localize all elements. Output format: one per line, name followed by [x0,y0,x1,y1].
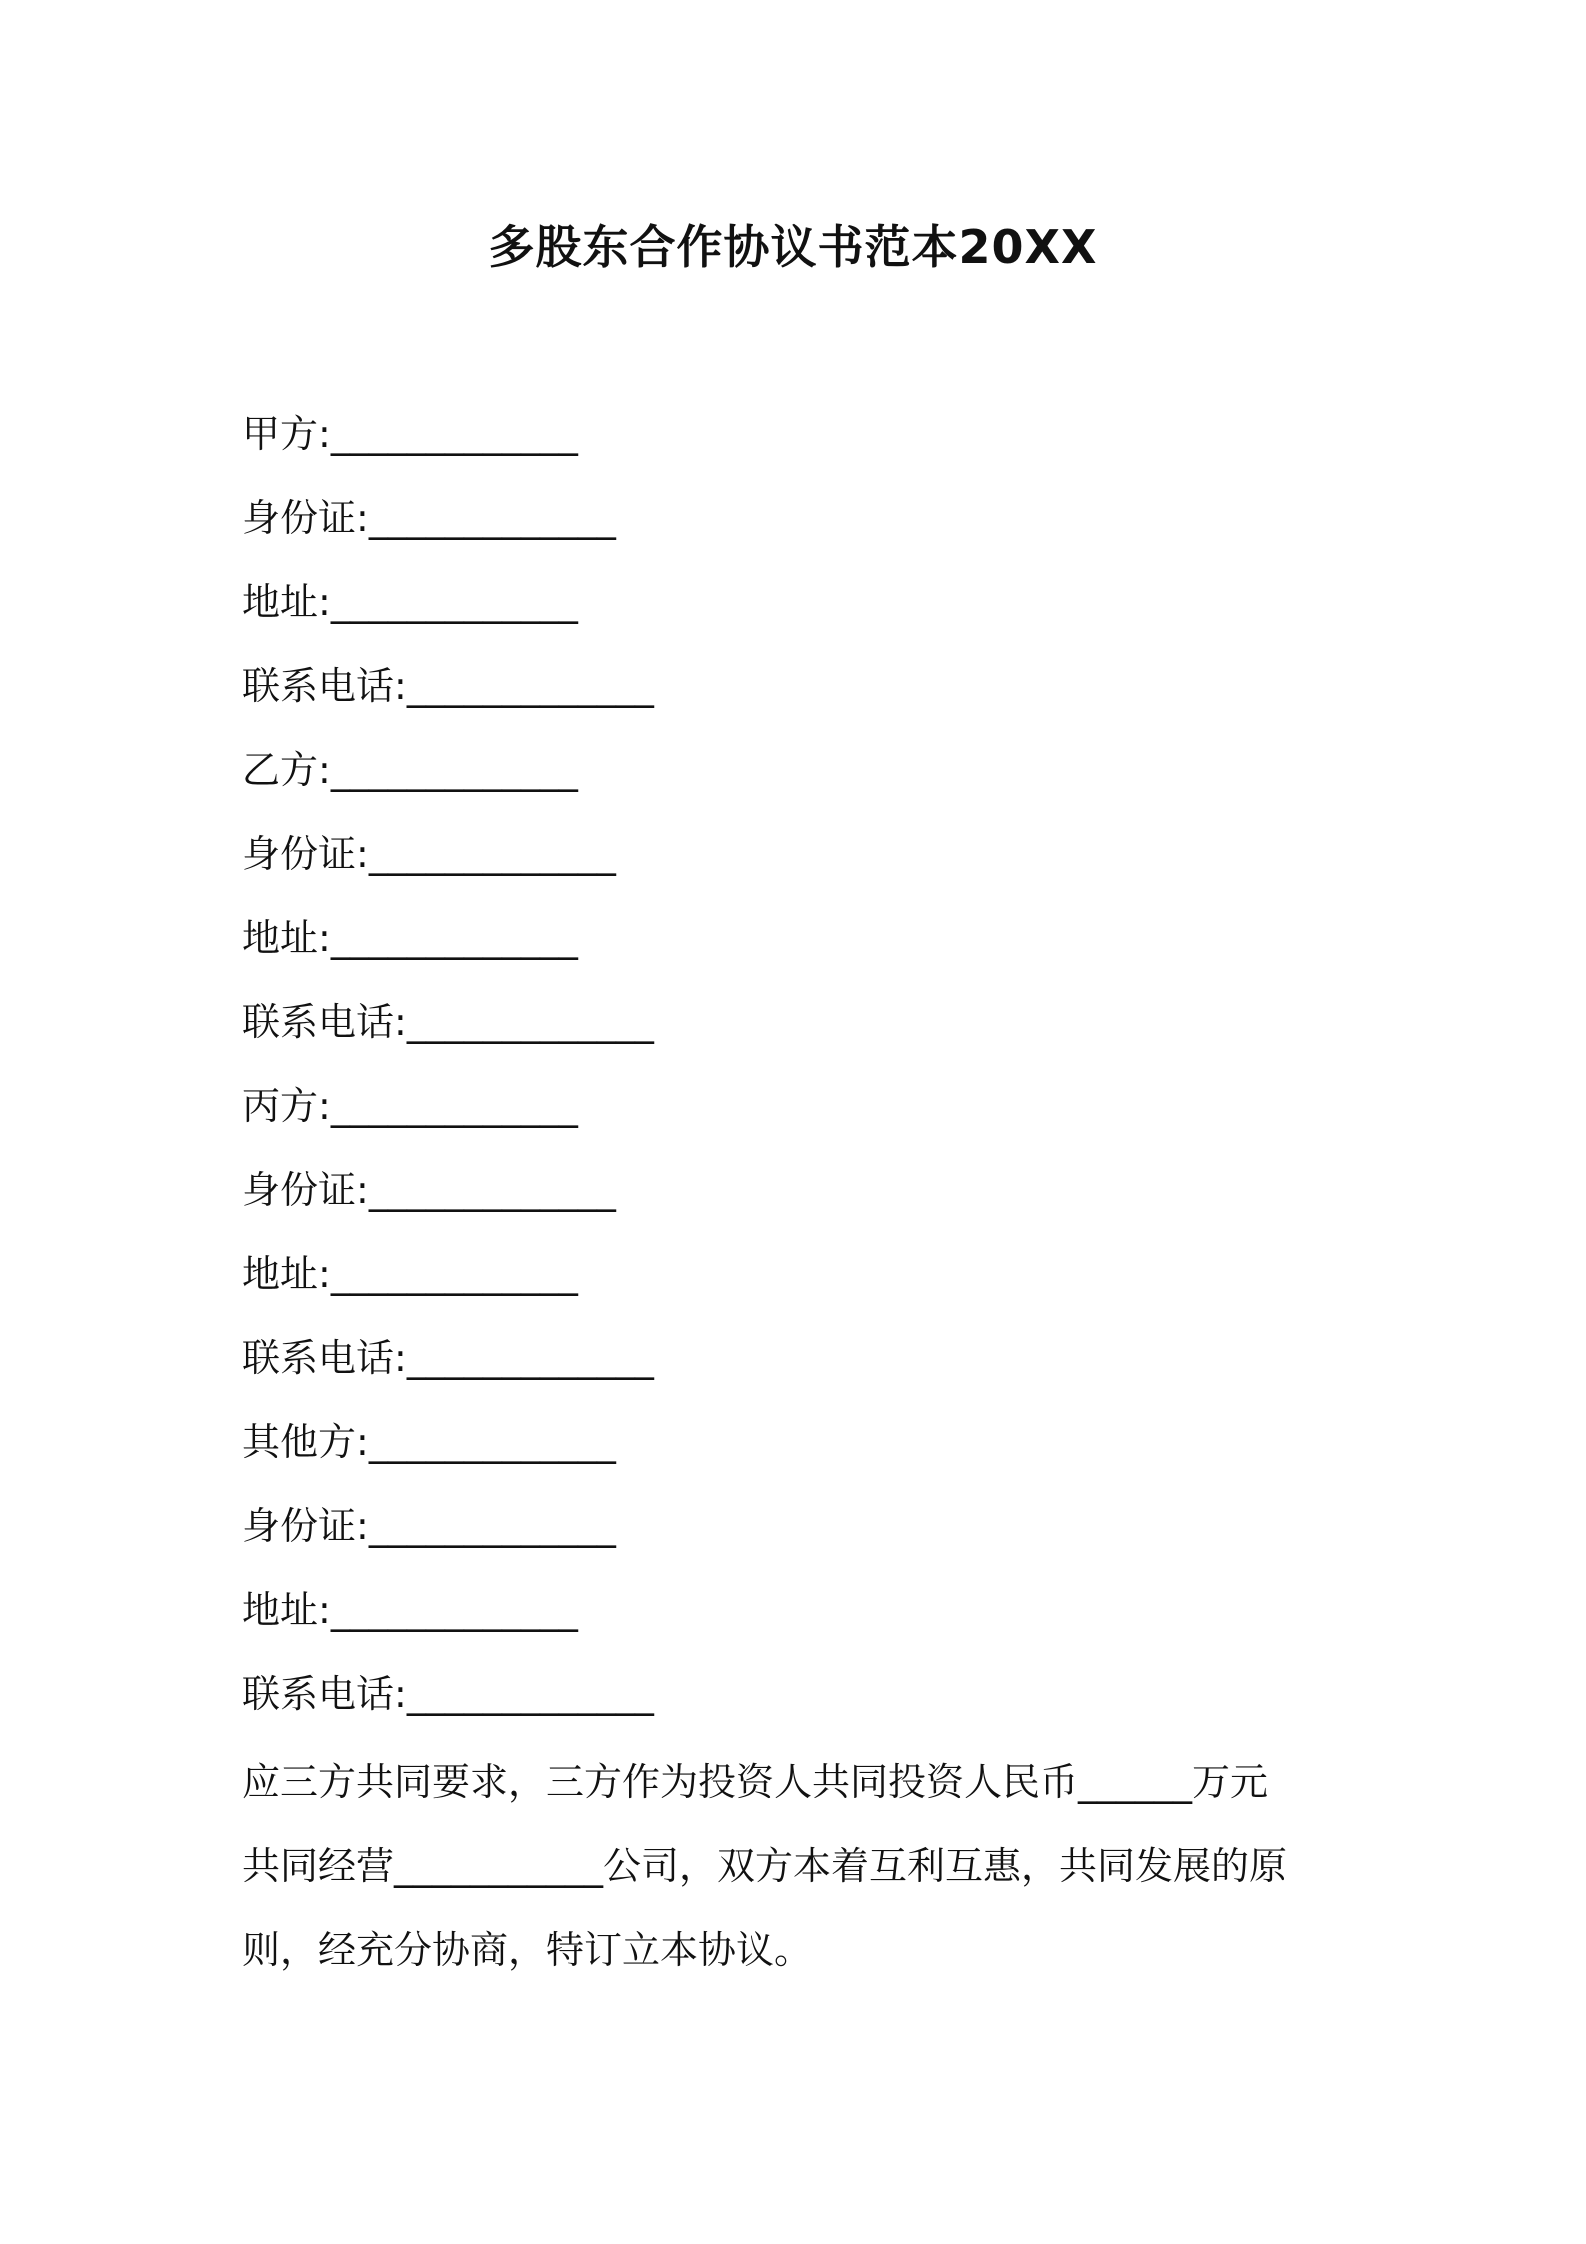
party-c-name-field [242,1076,1362,1160]
field-label: 联系电话: [242,664,407,708]
fill-in-blank: _____________ [330,1588,578,1632]
preamble-line: 则，经充分协商，特订立本协议。 [242,1928,813,1972]
other-party-name-field [242,1412,1362,1496]
party-c-address-field [242,1244,1362,1328]
field-label: 身份证: [242,1168,369,1212]
other-party-address-field [242,1580,1362,1664]
fill-in-blank: _____________ [330,748,578,792]
fill-in-blank: _____________ [406,1672,654,1716]
agreement-preamble [242,1740,1362,1992]
document-title: 多股东合作协议书范本20XX [488,220,1098,274]
party-b-phone-field [242,992,1362,1076]
party-a-name-field [242,404,1362,488]
party-c-id-field [242,1160,1362,1244]
party-b-address-field [242,908,1362,992]
field-label: 乙方: [242,748,331,792]
fill-in-blank: _____________ [406,1000,654,1044]
preamble-line: 应三方共同要求，三方作为投资人共同投资人民币______万元 [242,1760,1269,1804]
other-party-phone-field [242,1664,1362,1748]
fill-in-blank: _____________ [368,496,616,540]
field-label: 身份证: [242,496,369,540]
party-fields [242,404,1362,1748]
fill-in-blank: _____________ [330,412,578,456]
field-label: 甲方: [242,412,331,456]
field-label: 丙方: [242,1084,331,1128]
field-label: 联系电话: [242,1000,407,1044]
party-c-phone-field [242,1328,1362,1412]
fill-in-blank: _____________ [368,1504,616,1548]
field-label: 身份证: [242,832,369,876]
other-party-id-field [242,1496,1362,1580]
fill-in-blank: _____________ [330,916,578,960]
field-label: 其他方: [242,1420,369,1464]
field-label: 地址: [242,1588,331,1632]
fill-in-blank: _____________ [330,1084,578,1128]
field-label: 地址: [242,1252,331,1296]
fill-in-blank: _____________ [368,1420,616,1464]
field-label: 联系电话: [242,1672,407,1716]
party-b-name-field [242,740,1362,824]
party-b-id-field [242,824,1362,908]
fill-in-blank: _____________ [368,832,616,876]
preamble-line: 共同经营___________公司，双方本着互利互惠，共同发展的原 [242,1844,1288,1888]
fill-in-blank: _____________ [406,664,654,708]
party-a-phone-field [242,656,1362,740]
field-label: 地址: [242,916,331,960]
field-label: 地址: [242,580,331,624]
fill-in-blank: _____________ [406,1336,654,1380]
fill-in-blank: _____________ [330,1252,578,1296]
field-label: 身份证: [242,1504,369,1548]
field-label: 联系电话: [242,1336,407,1380]
party-a-address-field [242,572,1362,656]
fill-in-blank: _____________ [368,1168,616,1212]
fill-in-blank: _____________ [330,580,578,624]
party-a-id-field [242,488,1362,572]
